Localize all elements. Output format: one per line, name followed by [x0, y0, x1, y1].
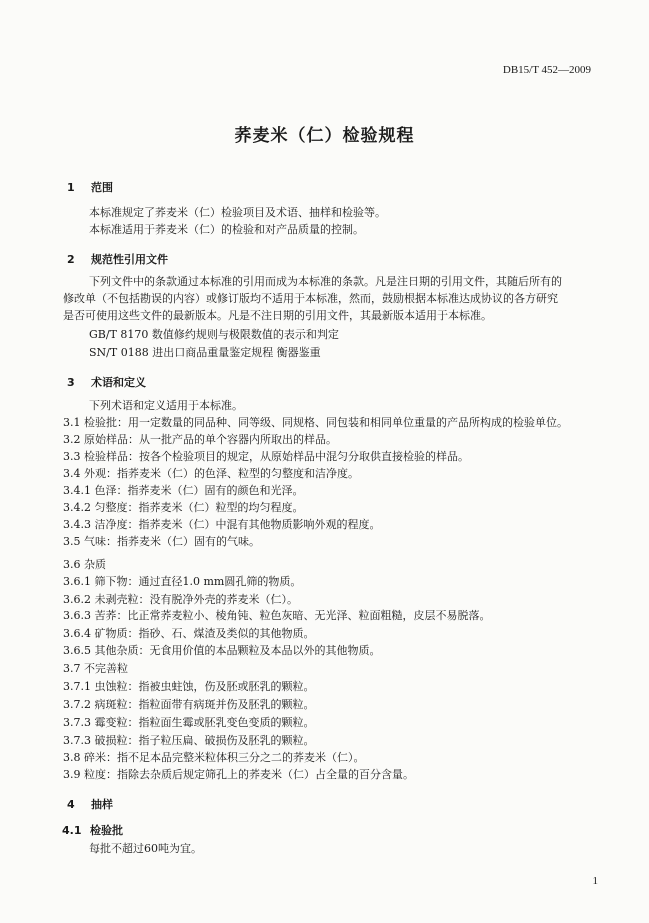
section-title: 术语和定义 — [91, 376, 146, 389]
text-line: 3.7 不完善粒 — [63, 662, 128, 675]
text-line: 下列术语和定义适用于本标准。 — [89, 399, 243, 412]
text-line: 3.4.1 色泽：指荞麦米（仁）固有的颜色和光泽。 — [63, 484, 304, 497]
section-heading — [67, 181, 113, 195]
text-line: 3.7.3 破损粒：指子粒压扁、破损伤及胚乳的颗粒。 — [63, 734, 315, 747]
section-heading — [62, 824, 123, 838]
text-line: 3.4.3 洁净度：指荞麦米（仁）中混有其他物质影响外观的程度。 — [63, 518, 381, 531]
text-line: 3.6 杂质 — [63, 558, 106, 571]
page-number: 1 — [592, 875, 598, 887]
section-heading — [67, 798, 113, 812]
text-line: 3.8 碎米：指不足本品完整米粒体积三分之二的荞麦米（仁）。 — [63, 751, 365, 764]
section-number: 3 — [67, 376, 75, 389]
document-title: 荞麦米（仁）检验规程 — [234, 126, 415, 146]
standard-code: DB15/T 452—2009 — [502, 64, 591, 76]
section-number: 1 — [67, 181, 75, 194]
section-number: 2 — [67, 253, 75, 266]
text-line: 3.1 检验批：用一定数量的同品种、同等级、同规格、同包装和相同单位重量的产品所构成的检验单位。 — [63, 416, 568, 429]
text-line: 下列文件中的条款通过本标准的引用而成为本标准的条款。凡是注日期的引用文件，其随后所有的 — [89, 275, 562, 288]
text-line: 本标准规定了荞麦米（仁）检验项目及术语、抽样和检验等。 — [89, 206, 386, 219]
text-line: 每批不超过60吨为宜。 — [89, 842, 202, 855]
text-line: 3.5 气味：指荞麦米（仁）固有的气味。 — [63, 535, 260, 548]
text-line: 3.6.1 筛下物：通过直径1.0 mm圆孔筛的物质。 — [63, 575, 302, 588]
text-line: 3.6.3 苦荞：比正常荞麦粒小、棱角钝、粒色灰暗、无光泽、粒面粗糙，皮层不易脱落。 — [63, 609, 491, 622]
text-line: 3.7.1 虫蚀粒：指被虫蛀蚀，伤及胚或胚乳的颗粒。 — [63, 680, 315, 693]
text-line: 3.3 检验样品：按各个检验项目的规定，从原始样品中混匀分取供直接检验的样品。 — [63, 450, 469, 463]
text-line: SN/T 0188 进出口商品重量鉴定规程 衡器鉴重 — [89, 346, 321, 359]
text-line: 3.2 原始样品：从一批产品的单个容器内所取出的样品。 — [63, 433, 337, 446]
text-line: 3.4.2 匀整度：指荞麦米（仁）粒型的均匀程度。 — [63, 501, 304, 514]
text-line: 3.4 外观：指荞麦米（仁）的色泽、粒型的匀整度和洁净度。 — [63, 467, 359, 480]
text-line: 3.6.4 矿物质：指砂、石、煤渣及类似的其他物质。 — [63, 627, 315, 640]
section-title: 检验批 — [90, 824, 123, 837]
section-title: 范围 — [91, 181, 113, 194]
section-heading — [67, 253, 168, 267]
text-line: 3.7.3 霉变粒：指粒面生霉或胚乳变色变质的颗粒。 — [63, 716, 315, 729]
text-line: 修改单（不包括勘误的内容）或修订版均不适用于本标准，然而，鼓励根据本标准达成协议的各方研究 — [63, 292, 558, 305]
text-line: 是否可使用这些文件的最新版本。凡是不注日期的引用文件，其最新版本适用于本标准。 — [63, 309, 492, 322]
text-line: 3.9 粒度：指除去杂质后规定筛孔上的荞麦米（仁）占全量的百分含量。 — [63, 768, 414, 781]
section-number: 4.1 — [62, 824, 82, 837]
section-heading — [67, 376, 146, 390]
section-title: 规范性引用文件 — [91, 253, 168, 266]
text-line: GB/T 8170 数值修约规则与极限数值的表示和判定 — [89, 328, 339, 341]
section-number: 4 — [67, 798, 75, 811]
text-line: 3.6.2 未剥壳粒：没有脱净外壳的荞麦米（仁）。 — [63, 593, 298, 606]
section-title: 抽样 — [91, 798, 113, 811]
text-line: 3.6.5 其他杂质：无食用价值的本品颗粒及本品以外的其他物质。 — [63, 644, 381, 657]
text-line: 3.7.2 病斑粒：指粒面带有病斑并伤及胚乳的颗粒。 — [63, 698, 315, 711]
text-line: 本标准适用于荞麦米（仁）的检验和对产品质量的控制。 — [89, 223, 364, 236]
